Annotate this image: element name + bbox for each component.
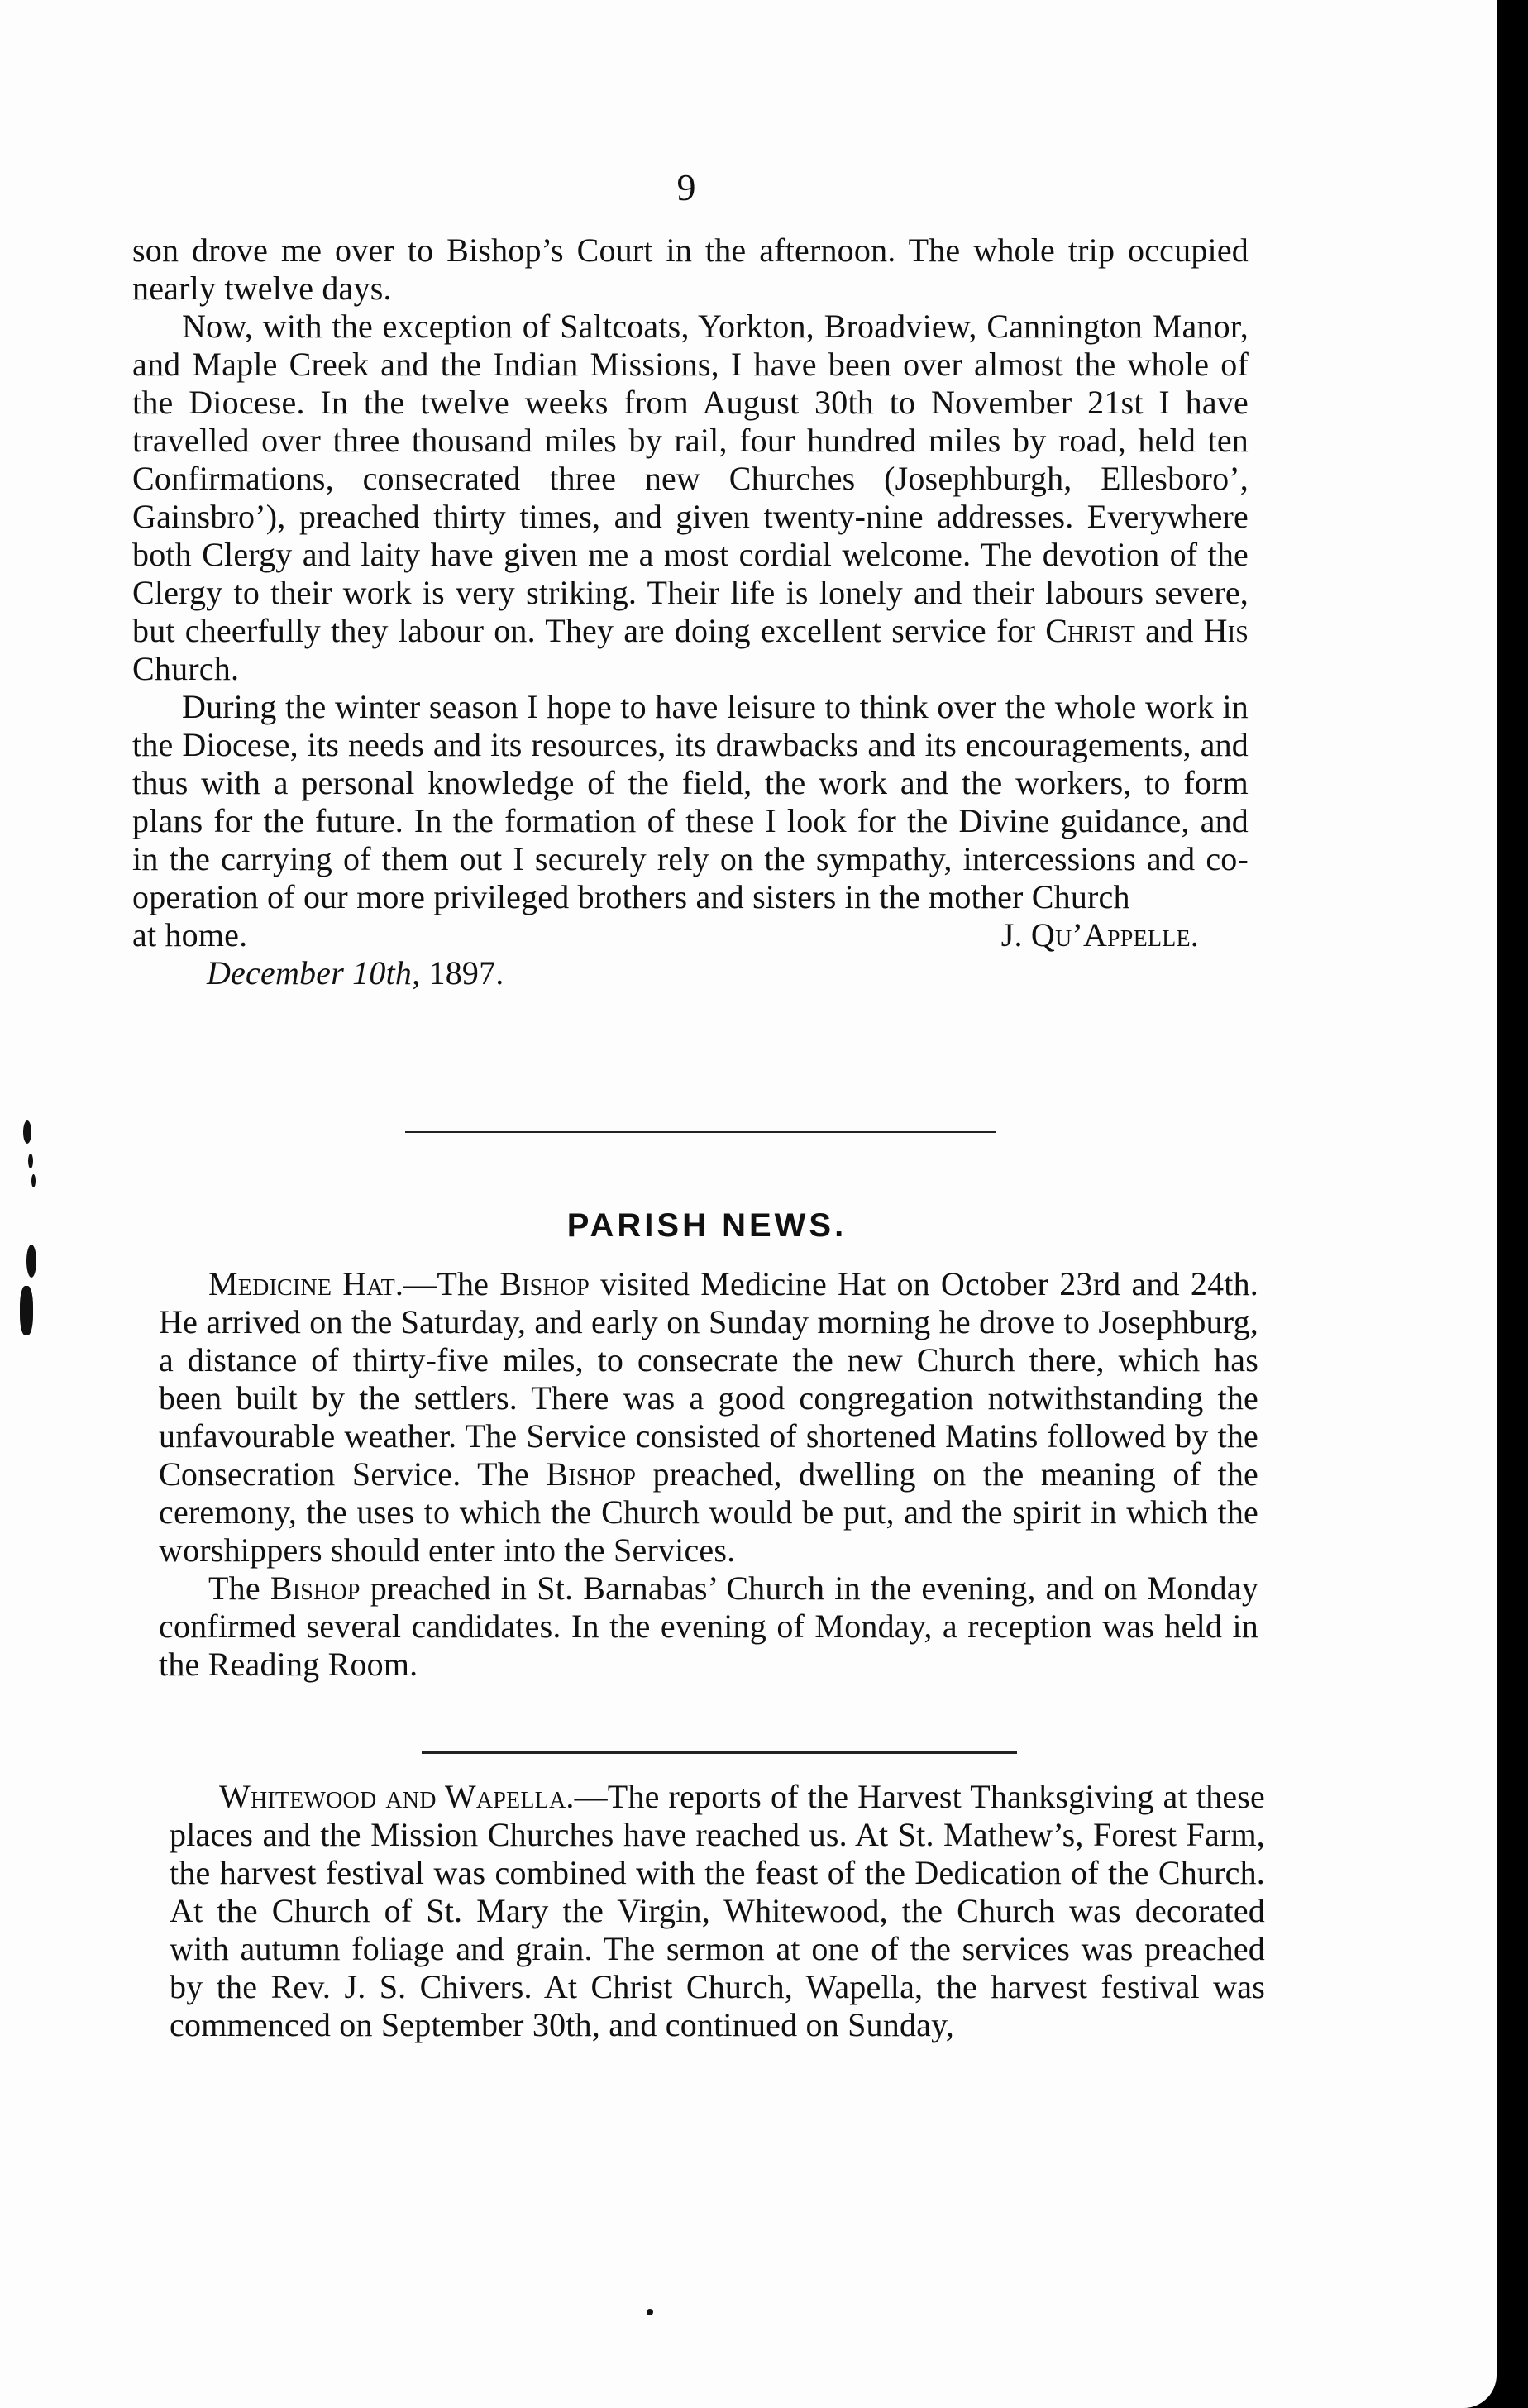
- closing-text: at home.: [132, 916, 248, 953]
- date-day: 10th,: [352, 954, 421, 991]
- letter-p2-text: Now, with the exception of Saltcoats, Yorkton, Broadview, Cannington Manor, and Maple Creek and the Indian Missions, I have been over almost the whole of the Diocese. In the twelve weeks from August 30th to November 21st I have travelled over three thousand miles by rail, four hundred miles by road, held ten Confirmations, consecrated three new Churches (Josephburgh, Ellesboro’, Gainsbro’), preached thirty times, and given twenty-nine addresses. Everywhere both Clergy and laity have given me a most cordial welcome. The devotion of the Clergy to their work is very striking. Their life is lonely and their labours severe, but cheerfully they labour on. They are doing excellent service for: [132, 308, 1249, 649]
- date-year: 1897.: [428, 954, 504, 991]
- letter-paragraph-2: [132, 308, 1249, 688]
- ink-dot: [647, 2309, 653, 2315]
- mh-text-2: visited Medicine Hat on October 23rd and 24th. He arrived on the Saturday, and early on Sunday morning he drove to Josephburg, a distance of thirty-five miles, to consecrate the new Church there, which has been built by the settlers. There was a good congregation notwithstanding the unfavourable weather. The Service consisted of shortened Matins followed by the Consecration Service. The: [159, 1265, 1259, 1493]
- binding-mark: [28, 1154, 33, 1168]
- closing-line: [132, 916, 1249, 954]
- signature: J. Qu’Appelle.: [1000, 916, 1199, 953]
- medicine-hat-section: [159, 1265, 1258, 1684]
- mh-text-3: preached, dwelling on the meaning of the ceremony, the uses to which the Church would be put, and the spirit in which the worshippers should enter into the Services.: [159, 1455, 1258, 1569]
- binding-mark: [26, 1245, 36, 1278]
- binding-mark: [31, 1174, 36, 1187]
- medicine-hat-paragraph-2: [159, 1570, 1258, 1684]
- whitewood-text: —The reports of the Harvest Thanksgiving at these places and the Mission Churches have reached us. At St. Mathew’s, Forest Farm, the harvest festival was combined with the feast of the Dedication of the Church. At the Church of St. Mary the Virgin, Whitewood, the Church was decorated with autumn foliage and grain. The sermon at one of the services was preached by the Rev. J. S. Chivers. At Christ Church, Wapella, the harvest festival was commenced on September 30th, and continued on Sunday,: [170, 1778, 1265, 2043]
- place-medicine-hat: Medicine Hat.: [208, 1265, 404, 1302]
- letter-paragraph-3: During the winter season I hope to have leisure to think over the whole work in the Diocese, its needs and its resources, its drawbacks and its encouragements, and thus with a personal knowledge of the field, the work and the workers, to form plans for the future. In the formation of these I look for the Divine guidance, and in the carrying of them out I securely rely on the sympathy, intercessions and co-operation of our more privileged brothers and sisters in the mother Church: [132, 688, 1249, 915]
- mh-p2-rest: preached in St. Barnabas’ Church in the evening, and on Monday confirmed several candidates. In the evening of Monday, a reception was held in the Reading Room.: [159, 1570, 1259, 1683]
- mh-text-1: —The: [403, 1265, 489, 1302]
- section-divider: [405, 1131, 996, 1133]
- place-whitewood-wapella: Whitewood and Wapella.: [219, 1778, 575, 1815]
- his-word: His: [1203, 612, 1249, 649]
- page-number: 9: [676, 166, 696, 208]
- whitewood-section: [170, 1778, 1265, 2044]
- letter-body: [132, 232, 1249, 992]
- letter-paragraph-1: son drove me over to Bishop’s Court in the afternoon. The whole trip occupied nearly twelve days.: [132, 232, 1249, 307]
- letter-p2-end: Church.: [132, 650, 240, 687]
- item-divider: [422, 1751, 1017, 1754]
- date-month: December: [207, 954, 344, 991]
- whitewood-paragraph: [170, 1778, 1265, 2044]
- bishop-word-1: Bishop: [499, 1265, 590, 1302]
- bishop-word-2: Bishop: [546, 1455, 637, 1493]
- mh-p2-the: The: [208, 1570, 260, 1607]
- binding-mark: [20, 1286, 33, 1335]
- christ-word: Christ: [1045, 612, 1136, 649]
- binding-mark: [23, 1120, 31, 1144]
- medicine-hat-paragraph-1: [159, 1265, 1258, 1570]
- letter-date: [132, 954, 1249, 992]
- section-heading: PARISH NEWS.: [566, 1207, 848, 1244]
- bishop-word-3: Bishop: [270, 1570, 361, 1607]
- and-word: and: [1145, 612, 1194, 649]
